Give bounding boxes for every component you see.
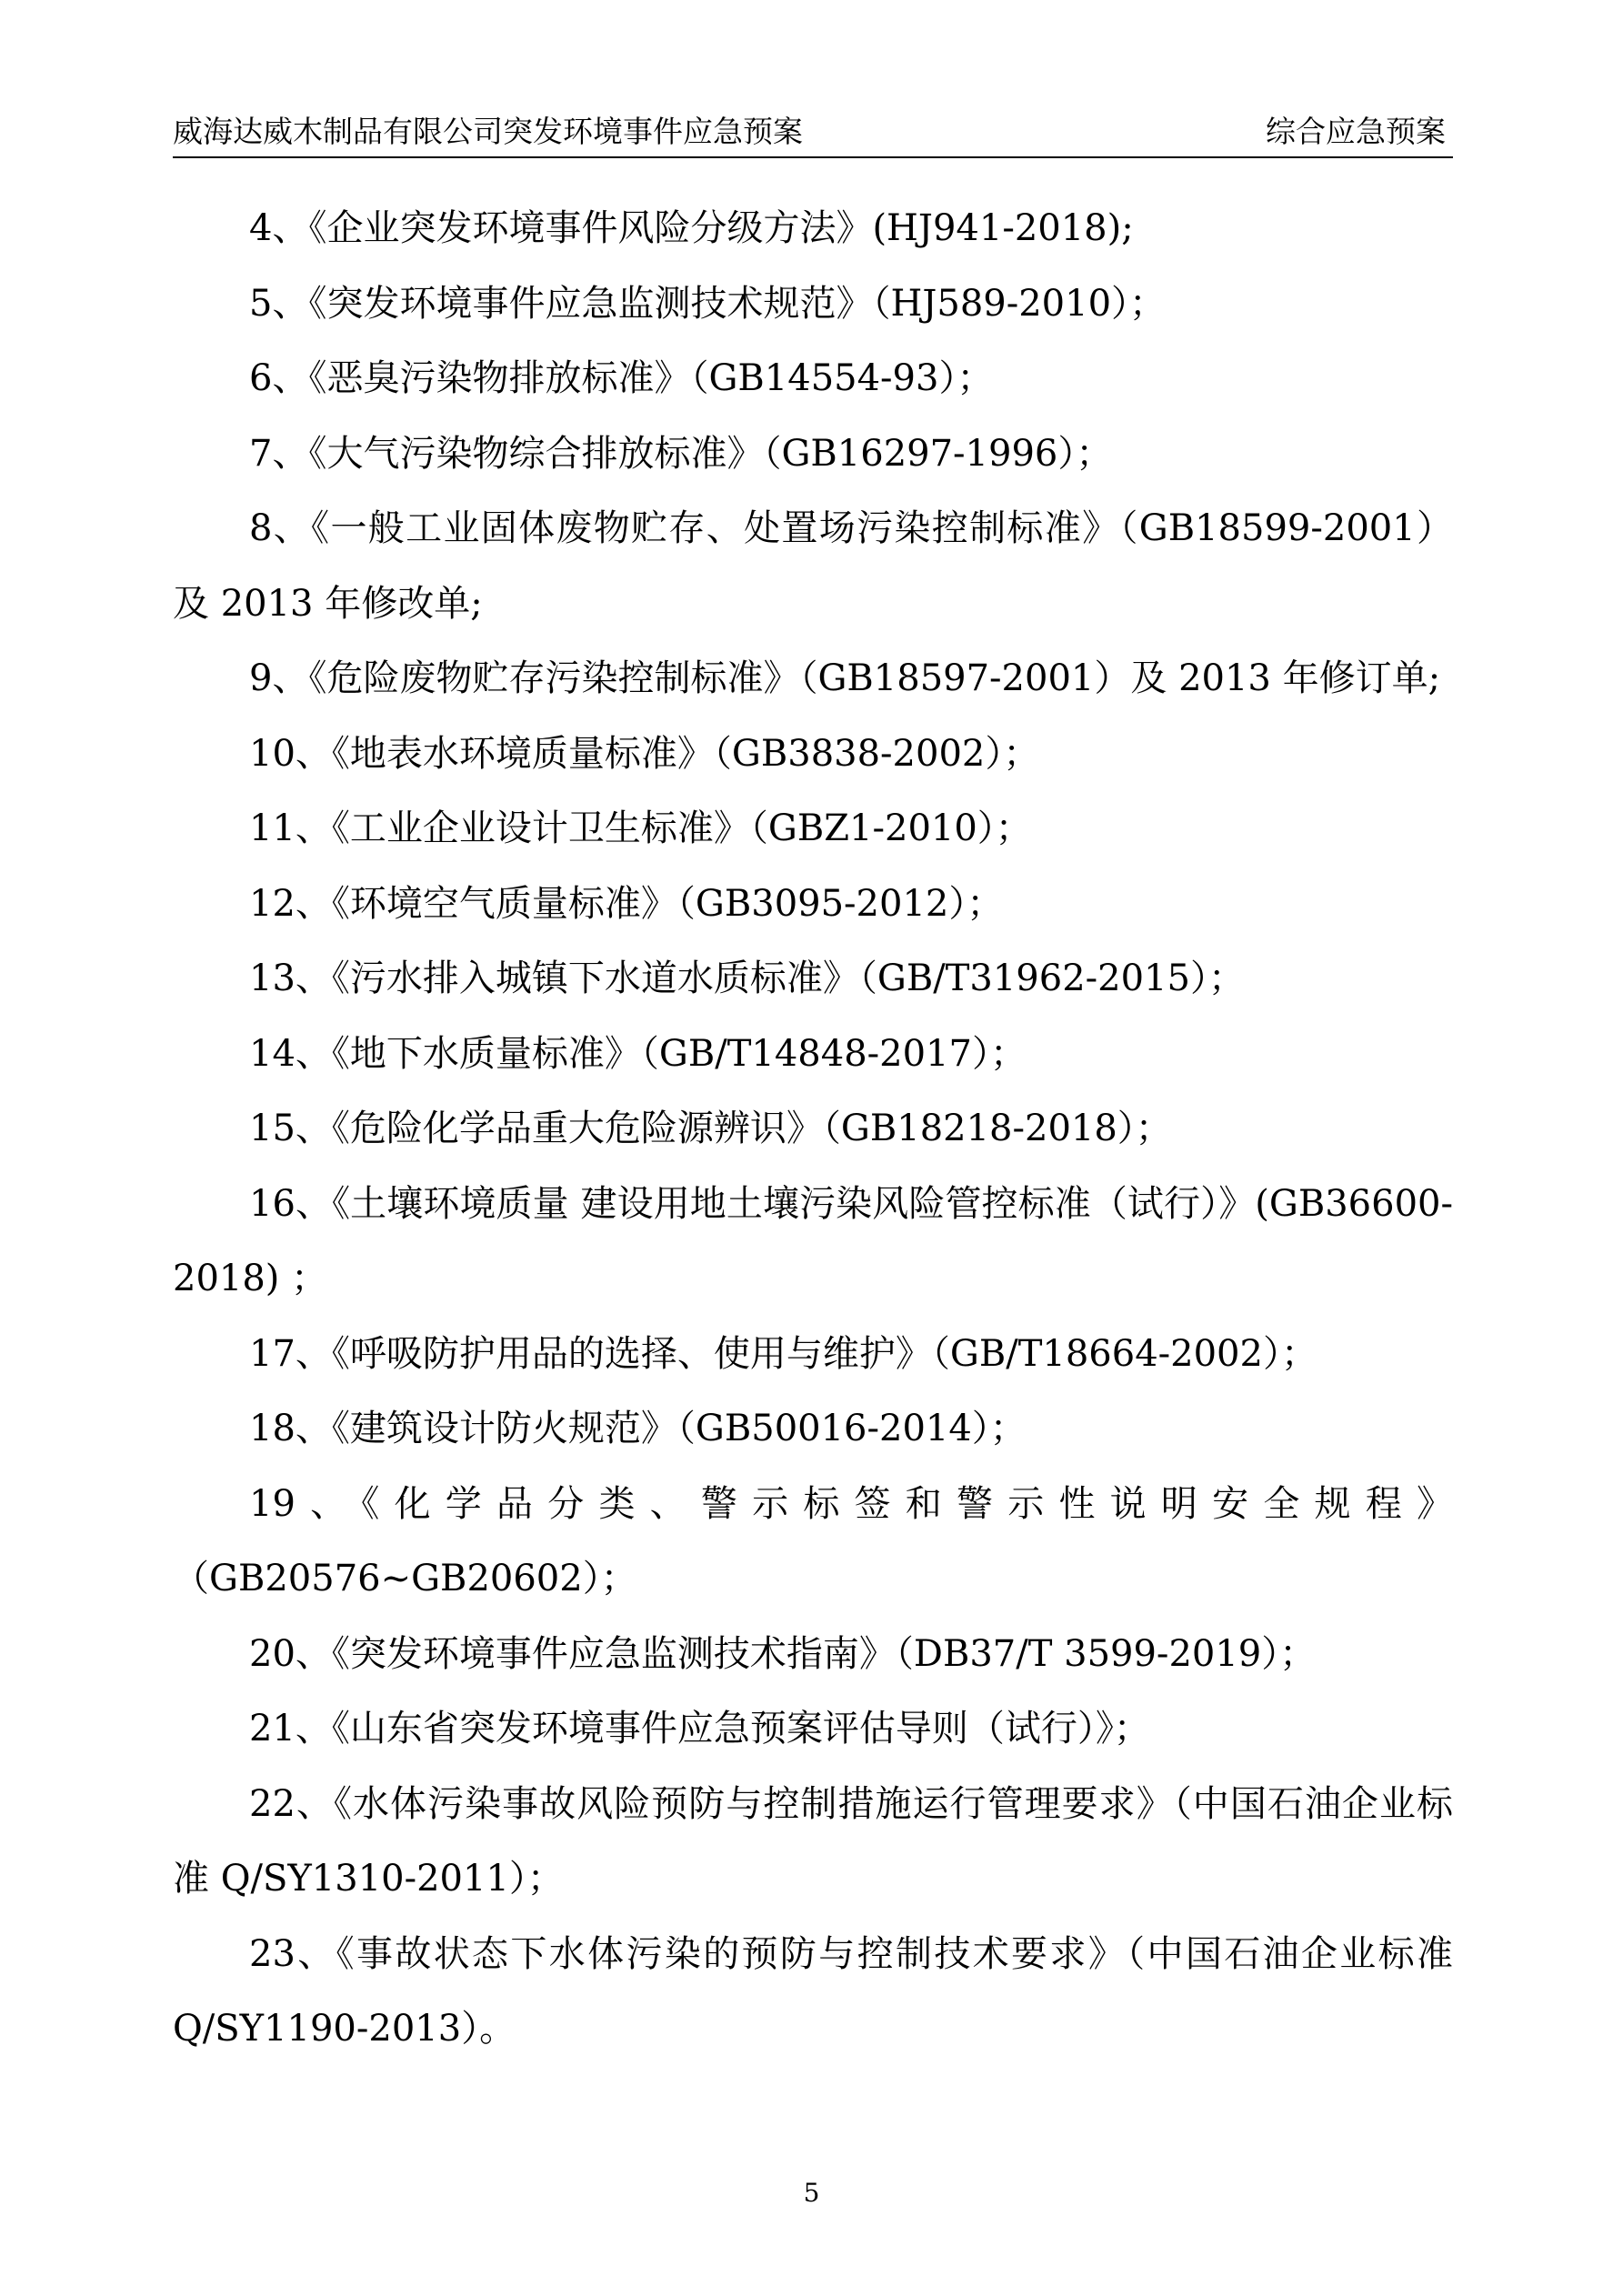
reference-item: 10、《地表水环境质量标准》（GB3838-2002）； [249, 732, 1040, 775]
document-title: 威海达威木制品有限公司突发环境事件应急预案 [173, 114, 803, 149]
reference-item: 14、《地下水质量标准》（GB/T14848-2017）； [249, 1032, 1027, 1075]
reference-item: 16、《土壤环境质量 建设用地土壤污染风险管控标准（试行）》(GB36600-2018) ； [173, 1182, 1453, 1299]
reference-item: 20、《突发环境事件应急监测技术指南》（DB37/T 3599-2019）； [249, 1632, 1317, 1675]
reference-item: 9、《危险废物贮存污染控制标准》（GB18597-2001）及 2013 年修订单; [249, 657, 1441, 699]
reference-item: 8、《一般工业固体废物贮存、处置场污染控制标准》（GB18599-2001）及 2013 年修改单; [173, 507, 1453, 625]
reference-item: 22、《水体污染事故风险预防与控制措施运行管理要求》（中国石油企业标准 Q/SY1310-2011）； [173, 1782, 1453, 1900]
reference-item: 11、《工业企业设计卫生标准》（GBZ1-2010）； [249, 807, 1032, 849]
section-title: 综合应急预案 [1266, 114, 1446, 149]
page-header [173, 109, 1453, 158]
reference-item: 17、《呼吸防护用品的选择、使用与维护》（GB/T18664-2002）； [249, 1332, 1317, 1375]
reference-item: 6、《恶臭污染物排放标准》（GB14554-93）； [249, 357, 994, 399]
reference-item: 21、《山东省突发环境事件应急预案评估导则（试行）》； [249, 1708, 1150, 1750]
page-number: 5 [803, 2178, 820, 2208]
reference-item: 23、《事故状态下水体污染的预防与控制技术要求》（中国石油企业标准 Q/SY1190-2013）。 [173, 1932, 1453, 2050]
reference-item: 7、《大气污染物综合排放标准》（GB16297-1996）； [249, 432, 1113, 475]
reference-item: 15、《危险化学品重大危险源辨识》（GB18218-2018）； [249, 1108, 1172, 1149]
reference-item: 13、《污水排入城镇下水道水质标准》（GB/T31962-2015）； [249, 958, 1245, 999]
reference-item: 12、《环境空气质量标准》（GB3095-2012）； [249, 882, 1004, 925]
reference-item: 19、《化学品分类、警示标签和警示性说明安全规程》（GB20576~GB20602）； [173, 1482, 1453, 1599]
reference-item: 5、《突发环境事件应急监测技术规范》（HJ589-2010）； [249, 282, 1167, 325]
reference-item: 4、《企业突发环境事件风险分级方法》(HJ941-2018); [249, 207, 1134, 249]
reference-list [173, 191, 1453, 2067]
reference-item: 18、《建筑设计防火规范》（GB50016-2014）； [249, 1408, 1027, 1449]
